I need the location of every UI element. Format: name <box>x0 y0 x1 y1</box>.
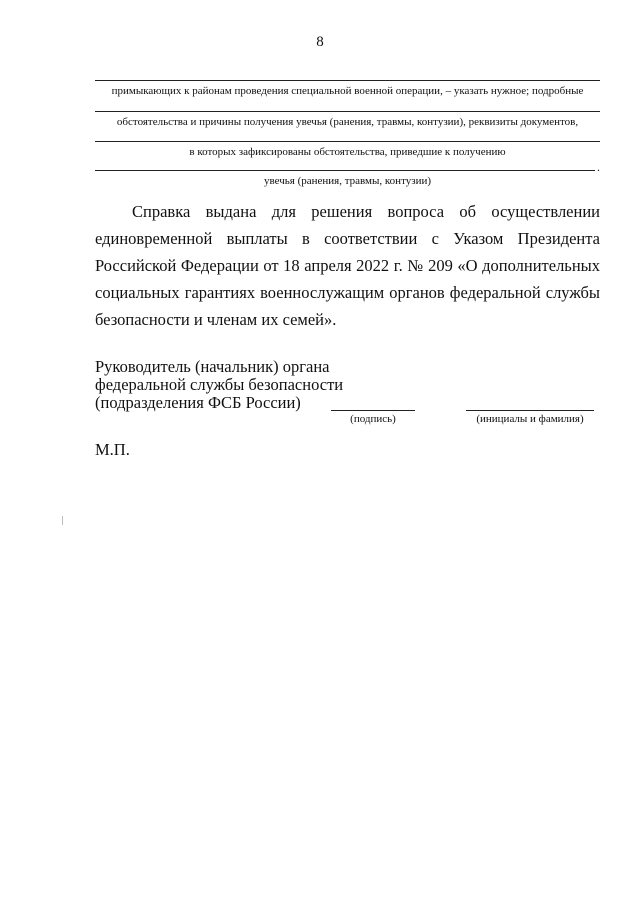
form-caption-3: в которых зафиксированы обстоятельства, приведшие к получению <box>189 146 506 158</box>
form-caption-2: обстоятельства и причины получения увечья (ранения, травмы, контузии), реквизиты документов, <box>116 116 579 128</box>
signatory-block <box>95 358 343 412</box>
signatory-line-1: Руководитель (начальник) органа <box>95 357 330 376</box>
signature-line <box>331 410 415 411</box>
signatory-line-2: федеральной службы безопасности <box>95 375 344 394</box>
signature-caption: (подпись) <box>350 413 396 425</box>
form-caption-1: примыкающих к районам проведения специальной военной операции, – указать нужное; подробные <box>111 85 584 97</box>
form-rule-3 <box>95 141 600 142</box>
page-number: 8 <box>316 34 324 50</box>
certificate-body-text: Справка выдана для решения вопроса об осуществлении единовременной выплаты в соответствии с Указом Президента Российской Федерации от 18 апреля 2022 г. № 209 «О дополнительных социальных гарантиях военнослужащим органов федеральной службы безопасности и членам их семей». <box>95 202 600 329</box>
signatory-line-3: (подразделения ФСБ России) <box>95 393 301 412</box>
form-trailing-mark: . <box>597 160 600 174</box>
form-caption-4: увечья (ранения, травмы, контузии) <box>263 175 432 187</box>
stamp-place-label: М.П. <box>95 440 130 459</box>
form-rule-4 <box>95 170 595 171</box>
form-rule-2 <box>95 111 600 112</box>
name-line <box>466 410 594 411</box>
form-rule-1 <box>95 80 600 81</box>
scan-speck <box>62 516 63 525</box>
name-caption: (инициалы и фамилия) <box>476 413 584 425</box>
